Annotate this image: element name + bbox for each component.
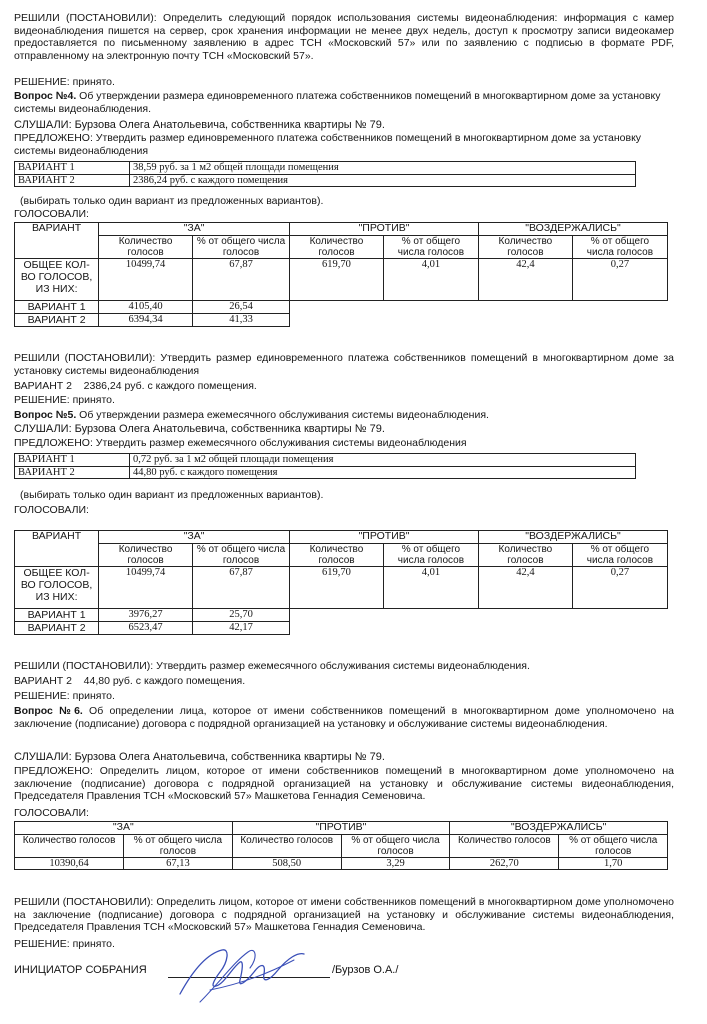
table-row — [15, 313, 668, 326]
vozd-header: "ВОЗДЕРЖАЛИСЬ" — [450, 822, 668, 835]
table-row — [15, 300, 668, 313]
variant-label: ВАРИАНТ 2 — [15, 466, 130, 479]
vozd-header: "ВОЗДЕРЖАЛИСЬ" — [479, 531, 668, 544]
table-row — [15, 235, 668, 258]
za-count: 10390,64 — [15, 857, 124, 870]
voted-6: ГОЛОСОВАЛИ: — [14, 807, 89, 819]
protiv-header: "ПРОТИВ" — [290, 531, 479, 544]
variant-1-pct: 25,70 — [192, 608, 289, 621]
variant-1-label: ВАРИАНТ 1 — [15, 300, 99, 313]
votes-table-5 — [14, 530, 668, 635]
question-4-text: Об утверждении размера единовременного платежа собственников помещений в многоквартирном доме за установку системы видеонаблюдения. — [14, 90, 661, 115]
result-4 — [14, 380, 674, 393]
total-vozd-pct: 0,27 — [572, 566, 667, 608]
heard-4: СЛУШАЛИ: Бурзова Олега Анатольевича, собственника квартиры № 79. — [14, 119, 385, 131]
protiv-count: 508,50 — [232, 857, 341, 870]
za-header: "ЗА" — [99, 223, 290, 236]
result-4-variant: ВАРИАНТ 2 — [14, 380, 72, 392]
variant-2-pct: 41,33 — [192, 313, 289, 326]
table-row — [15, 466, 636, 479]
total-protiv-count: 619,70 — [290, 258, 384, 300]
result-5-variant: ВАРИАНТ 2 — [14, 675, 72, 687]
table-row — [15, 566, 668, 608]
count-header: Количество голосов — [479, 235, 573, 258]
count-header: Количество голосов — [290, 543, 384, 566]
total-label: ОБЩЕЕ КОЛ-ВО ГОЛОСОВ, ИЗ НИХ: — [15, 566, 99, 608]
blank-cell — [290, 608, 668, 621]
variant-1-count: 4105,40 — [99, 300, 193, 313]
blank-cell — [290, 300, 668, 313]
total-za-count: 10499,74 — [99, 566, 193, 608]
voted-4: ГОЛОСОВАЛИ: — [14, 208, 89, 220]
variant-text: 0,72 руб. за 1 м2 общей площади помещения — [130, 454, 636, 467]
vozd-count: 262,70 — [450, 857, 559, 870]
protiv-header: "ПРОТИВ" — [232, 822, 450, 835]
za-header: "ЗА" — [99, 531, 290, 544]
vozd-header: "ВОЗДЕРЖАЛИСЬ" — [479, 223, 668, 236]
pct-header: % от общего числа голосов — [124, 834, 233, 857]
total-za-pct: 67,87 — [192, 566, 289, 608]
table-row — [15, 857, 668, 870]
table-row — [15, 822, 668, 835]
proposed-6: ПРЕДЛОЖЕНО: Определить лицом, которое от имени собственников помещений в многоквартирном доме уполномочено на заключение (подписание) договора с подрядной организацией на установку и обслуживание системы видеонаблюдения, Председателя Правления ТСН «Московский 57» Машкетова Геннадия Семеновича. — [14, 765, 674, 803]
count-header: Количество голосов — [290, 235, 384, 258]
vozd-pct: 1,70 — [559, 857, 668, 870]
result-4-text: 2386,24 руб. с каждого помещения. — [83, 380, 257, 392]
question-6-text: Об определении лица, которое от имени собственников помещений в многоквартирном доме уполномочено на заключение (подписание) договора с подрядной организацией на установку и обслуживание системы видеонаблюдения. — [14, 705, 675, 730]
variant-1-count: 3976,27 — [99, 608, 193, 621]
variant-2-count: 6523,47 — [99, 621, 193, 634]
variant-1-pct: 26,54 — [192, 300, 289, 313]
total-vozd-count: 42,4 — [479, 258, 573, 300]
total-za-pct: 67,87 — [192, 258, 289, 300]
pct-header: % от общего числа голосов — [559, 834, 668, 857]
table-row — [15, 834, 668, 857]
total-protiv-count: 619,70 — [290, 566, 384, 608]
blank-cell — [290, 621, 668, 634]
total-vozd-count: 42,4 — [479, 566, 573, 608]
protiv-pct: 3,29 — [341, 857, 450, 870]
za-header: "ЗА" — [15, 822, 233, 835]
heard-6: СЛУШАЛИ: Бурзова Олега Анатольевича, собственника квартиры № 79. — [14, 751, 385, 763]
variant-label: ВАРИАНТ 1 — [15, 454, 130, 467]
table-row — [15, 223, 668, 236]
handwritten-signature — [170, 932, 310, 1012]
table-row — [15, 454, 636, 467]
choose-note-4: (выбирать только один вариант из предложенных вариантов). — [20, 195, 324, 207]
variant-header: ВАРИАНТ — [15, 223, 99, 259]
pct-header: % от общего числа голосов — [572, 235, 667, 258]
pct-header: % от общего числа голосов — [341, 834, 450, 857]
question-6-number: Вопрос №6. — [14, 705, 83, 717]
blank-cell — [290, 313, 668, 326]
variant-label: ВАРИАНТ 1 — [15, 162, 130, 175]
protiv-header: "ПРОТИВ" — [290, 223, 479, 236]
table-row — [15, 543, 668, 566]
proposed-4: ПРЕДЛОЖЕНО: Утвердить размер единовременного платежа собственников помещений в многоквартирном доме за установку системы видеонаблюдения — [14, 132, 642, 157]
variant-2-pct: 42,17 — [192, 621, 289, 634]
table-row — [15, 162, 636, 175]
table-row — [15, 608, 668, 621]
result-5 — [14, 675, 674, 688]
choose-note-5: (выбирать только один вариант из предложенных вариантов). — [20, 489, 324, 501]
total-za-count: 10499,74 — [99, 258, 193, 300]
variant-2-label: ВАРИАНТ 2 — [15, 313, 99, 326]
resolved-6: РЕШИЛИ (ПОСТАНОВИЛИ): Определить лицом, которое от имени собственников помещений в многоквартирном доме уполномочено на заключение (подписание) договора с подрядной организацией на установку и обслуживание системы видеонаблюдения, Председателя Правления ТСН «Московский 57» Машкетова Геннадия Семеновича. — [14, 896, 674, 934]
count-header: Количество голосов — [232, 834, 341, 857]
resolved-4: РЕШИЛИ (ПОСТАНОВИЛИ): Утвердить размер единовременного платежа собственников помещений в многоквартирном доме за установку системы видеонаблюдения — [14, 352, 674, 377]
resolved-5: РЕШИЛИ (ПОСТАНОВИЛИ): Утвердить размер ежемесячного обслуживания системы видеонаблюдения. — [14, 660, 530, 672]
count-header: Количество голосов — [99, 543, 193, 566]
decision-4: РЕШЕНИЕ: принято. — [14, 394, 115, 406]
variant-1-label: ВАРИАНТ 1 — [15, 608, 99, 621]
decision-5: РЕШЕНИЕ: принято. — [14, 690, 115, 702]
count-header: Количество голосов — [479, 543, 573, 566]
variant-2-label: ВАРИАНТ 2 — [15, 621, 99, 634]
question-5-number: Вопрос №5. — [14, 409, 77, 421]
variant-2-count: 6394,34 — [99, 313, 193, 326]
total-protiv-pct: 4,01 — [383, 258, 478, 300]
question-4 — [14, 90, 674, 115]
decision-1: РЕШЕНИЕ: принято. — [14, 76, 115, 88]
proposed-5: ПРЕДЛОЖЕНО: Утвердить размер ежемесячного обслуживания системы видеонаблюдения — [14, 437, 467, 449]
result-5-text: 44,80 руб. с каждого помещения. — [83, 675, 246, 687]
total-protiv-pct: 4,01 — [383, 566, 478, 608]
table-row — [15, 621, 668, 634]
variants-table-4 — [14, 161, 636, 187]
resolved-usage-paragraph: РЕШИЛИ (ПОСТАНОВИЛИ): Определить следующий порядок использования системы видеонаблюдения: информация с камер видеонаблюдения пишется на сервер, срок хранения информации не менее двух недель, доступ к просмотру записи видеокамер предоставляется по письменному заявлению в адрес ТСН «Московский 57» или по заявлению с подписью в формате PDF, отправленному на электронную почту ТСН «Московский 57». — [14, 12, 674, 62]
variants-table-5 — [14, 453, 636, 479]
za-pct: 67,13 — [124, 857, 233, 870]
variant-text: 2386,24 руб. с каждого помещения — [130, 174, 636, 187]
variant-text: 38,59 руб. за 1 м2 общей площади помещения — [130, 162, 636, 175]
decision-6: РЕШЕНИЕ: принято. — [14, 938, 115, 950]
total-label: ОБЩЕЕ КОЛ-ВО ГОЛОСОВ, ИЗ НИХ: — [15, 258, 99, 300]
votes-table-4 — [14, 222, 668, 327]
variant-header: ВАРИАНТ — [15, 531, 99, 567]
count-header: Количество голосов — [450, 834, 559, 857]
pct-header: % от общего числа голосов — [572, 543, 667, 566]
question-5-text: Об утверждении размера ежемесячного обслуживания системы видеонаблюдения. — [76, 409, 489, 421]
pct-header: % от общего числа голосов — [192, 543, 289, 566]
pct-header: % от общего числа голосов — [192, 235, 289, 258]
count-header: Количество голосов — [15, 834, 124, 857]
variant-label: ВАРИАНТ 2 — [15, 174, 130, 187]
votes-table-6 — [14, 821, 668, 870]
heard-5: СЛУШАЛИ: Бурзова Олега Анатольевича, собственника квартиры № 79. — [14, 423, 385, 435]
question-4-number: Вопрос №4. — [14, 90, 77, 102]
question-5 — [14, 409, 674, 422]
question-6 — [14, 705, 674, 730]
initiator-label: ИНИЦИАТОР СОБРАНИЯ — [14, 964, 147, 976]
initiator-name: /Бурзов О.А./ — [332, 964, 399, 976]
pct-header: % от общего числа голосов — [383, 543, 478, 566]
count-header: Количество голосов — [99, 235, 193, 258]
table-row — [15, 258, 668, 300]
pct-header: % от общего числа голосов — [383, 235, 478, 258]
table-row — [15, 174, 636, 187]
voted-5: ГОЛОСОВАЛИ: — [14, 504, 89, 516]
table-row — [15, 531, 668, 544]
variant-text: 44,80 руб. с каждого помещения — [130, 466, 636, 479]
total-vozd-pct: 0,27 — [572, 258, 667, 300]
